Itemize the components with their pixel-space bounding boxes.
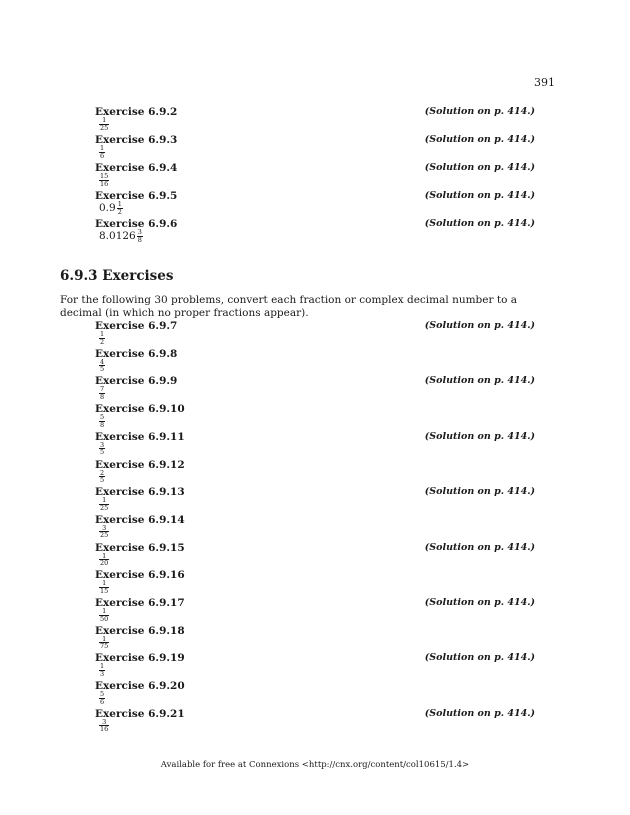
fraction-numerator: 1: [102, 607, 107, 615]
fraction-denominator: 25: [100, 531, 109, 540]
exercise-title: Exercise 6.9.20: [95, 680, 185, 693]
whole-part: 8.0126: [99, 230, 136, 242]
exercise-problem: [99, 470, 105, 484]
exercise-item: [95, 625, 535, 651]
exercise-item: [95, 348, 535, 374]
exercise-item: [95, 375, 535, 401]
fraction-numerator: 3: [137, 228, 142, 236]
fraction-denominator: 6: [100, 151, 105, 160]
fraction-numerator: 1: [117, 200, 122, 208]
fraction-denominator: 8: [100, 392, 105, 401]
exercise-item: [95, 514, 535, 540]
fraction: [99, 553, 109, 567]
exercise-item: [95, 569, 535, 595]
fraction: [99, 331, 105, 345]
fraction-numerator: 7: [100, 385, 105, 394]
fraction-numerator: 1: [100, 330, 105, 338]
exercise-problem: [99, 331, 105, 345]
fraction-denominator: 50: [100, 614, 109, 623]
exercise-title: Exercise 6.9.8: [95, 347, 178, 360]
fraction-denominator: 16: [100, 725, 109, 734]
fraction: [99, 173, 109, 187]
solution-link[interactable]: (Solution on p. 414.): [424, 707, 535, 719]
fraction-numerator: 5: [100, 413, 105, 422]
exercise-item: [95, 403, 535, 429]
exercise-problem: [99, 580, 109, 594]
fraction-numerator: 15: [100, 172, 109, 180]
exercise-item: [95, 680, 535, 706]
page-footer: Available for free at Connexions <http://cnx.org/content/col10615/1.4>: [160, 760, 470, 770]
fraction: [99, 442, 105, 456]
exercise-problem: [99, 719, 109, 733]
exercise-problem: [99, 691, 105, 705]
exercise-problem: [99, 497, 109, 511]
exercise-problem: [99, 663, 105, 677]
fraction-denominator: 5: [100, 448, 105, 457]
solution-link[interactable]: (Solution on p. 414.): [424, 541, 535, 553]
solution-link[interactable]: (Solution on p. 414.): [424, 106, 535, 117]
exercise-title: Exercise 6.9.7: [95, 320, 178, 332]
fraction-denominator: 75: [100, 642, 109, 651]
fraction-numerator: 1: [102, 116, 107, 124]
fraction-numerator: 1: [100, 144, 105, 152]
solution-link[interactable]: (Solution on p. 414.): [424, 190, 535, 201]
section-intro: For the following 30 problems, convert each fraction or complex decimal number to a decimal (in which no proper fractions appear).: [60, 294, 517, 319]
fraction-numerator: 1: [100, 662, 105, 671]
exercise-item: [95, 218, 535, 244]
exercise-problem: [99, 201, 123, 215]
exercise-problem: [99, 442, 105, 456]
exercise-title: Exercise 6.9.13: [95, 486, 185, 499]
solution-link[interactable]: (Solution on p. 414.): [424, 597, 535, 608]
fraction: [99, 719, 109, 733]
solution-link[interactable]: (Solution on p. 414.): [424, 162, 535, 173]
fraction: [99, 145, 105, 159]
exercise-title: Exercise 6.9.5: [95, 190, 178, 202]
fraction: [137, 229, 143, 243]
exercise-title: Exercise 6.9.6: [95, 218, 178, 230]
exercise-item: [95, 486, 535, 512]
fraction: [117, 201, 123, 215]
exercise-title: Exercise 6.9.12: [95, 458, 185, 471]
solution-link[interactable]: (Solution on p. 414.): [424, 134, 535, 145]
exercise-title: Exercise 6.9.9: [95, 375, 178, 388]
exercise-item: [95, 597, 535, 623]
solution-link[interactable]: (Solution on p. 414.): [424, 320, 535, 331]
exercise-problem: [99, 145, 105, 159]
exercise-problem: [99, 386, 105, 400]
exercise-title: Exercise 6.9.19: [95, 652, 185, 665]
fraction: [99, 470, 105, 484]
fraction-denominator: 16: [100, 179, 109, 188]
exercise-problem: [99, 229, 143, 243]
fraction-numerator: 5: [100, 690, 105, 699]
fraction-numerator: 3: [102, 523, 107, 532]
page-number: 391: [534, 76, 555, 89]
fraction: [99, 386, 105, 400]
exercise-problem: [99, 414, 105, 428]
solution-link[interactable]: (Solution on p. 414.): [424, 652, 535, 664]
exercise-title: Exercise 6.9.14: [95, 513, 185, 526]
fraction: [99, 636, 109, 650]
exercise-title: Exercise 6.9.16: [95, 569, 185, 582]
exercise-title: Exercise 6.9.21: [95, 707, 185, 720]
exercise-title: Exercise 6.9.3: [95, 134, 178, 146]
fraction-numerator: 1: [102, 634, 107, 643]
fraction-numerator: 1: [102, 496, 107, 505]
exercise-problem: [99, 173, 109, 187]
fraction: [99, 497, 109, 511]
exercise-item: [95, 106, 535, 132]
fraction: [99, 525, 109, 539]
fraction-numerator: 2: [100, 468, 105, 477]
exercise-item: [95, 708, 535, 734]
exercise-problem: [99, 525, 109, 539]
fraction-denominator: 6: [100, 697, 105, 706]
exercise-item: [95, 459, 535, 485]
solution-link[interactable]: (Solution on p. 414.): [424, 218, 535, 229]
fraction-denominator: 8: [100, 420, 105, 429]
fraction-denominator: 2: [117, 207, 122, 216]
exercise-title: Exercise 6.9.18: [95, 624, 185, 637]
exercise-title: Exercise 6.9.2: [95, 106, 178, 118]
fraction-denominator: 5: [100, 476, 105, 484]
whole-part: 0.9: [99, 202, 116, 214]
fraction-denominator: 15: [100, 586, 109, 595]
fraction: [99, 608, 109, 622]
fraction: [99, 691, 105, 705]
exercise-item: [95, 431, 535, 457]
exercise-title: Exercise 6.9.17: [95, 597, 185, 609]
fraction-numerator: 1: [102, 579, 107, 588]
exercise-problem: [99, 553, 109, 567]
exercise-title: Exercise 6.9.11: [95, 430, 185, 443]
exercise-problem: [99, 359, 105, 373]
fraction-denominator: 25: [100, 503, 109, 512]
exercise-problem: [99, 608, 109, 622]
exercise-title: Exercise 6.9.10: [95, 403, 185, 416]
fraction: [99, 117, 109, 131]
exercise-problem: [99, 117, 109, 131]
exercise-title: Exercise 6.9.4: [95, 162, 178, 174]
fraction-denominator: 5: [100, 365, 105, 374]
fraction: [99, 663, 105, 677]
exercise-item: [95, 542, 535, 568]
solution-link[interactable]: (Solution on p. 414.): [424, 430, 535, 442]
fraction: [99, 359, 105, 373]
fraction: [99, 414, 105, 428]
fraction-denominator: 3: [100, 669, 105, 678]
solution-link[interactable]: (Solution on p. 414.): [424, 375, 535, 387]
fraction-numerator: 1: [102, 551, 107, 560]
exercise-title: Exercise 6.9.15: [95, 541, 185, 554]
solution-link[interactable]: (Solution on p. 414.): [424, 486, 535, 498]
exercise-item: [95, 162, 535, 188]
fraction-numerator: 3: [100, 440, 105, 449]
fraction: [99, 580, 109, 594]
exercise-item: [95, 190, 535, 216]
exercise-problem: [99, 636, 109, 650]
section-heading: 6.9.3 Exercises: [60, 268, 174, 284]
exercise-item: [95, 134, 535, 160]
exercise-item: [95, 320, 535, 346]
fraction-denominator: 25: [100, 123, 109, 132]
fraction-denominator: 20: [100, 559, 109, 568]
fraction-numerator: 3: [102, 717, 107, 726]
fraction-denominator: 2: [100, 337, 105, 346]
fraction-numerator: 4: [100, 357, 105, 366]
fraction-denominator: 8: [137, 235, 142, 244]
exercise-item: [95, 652, 535, 678]
